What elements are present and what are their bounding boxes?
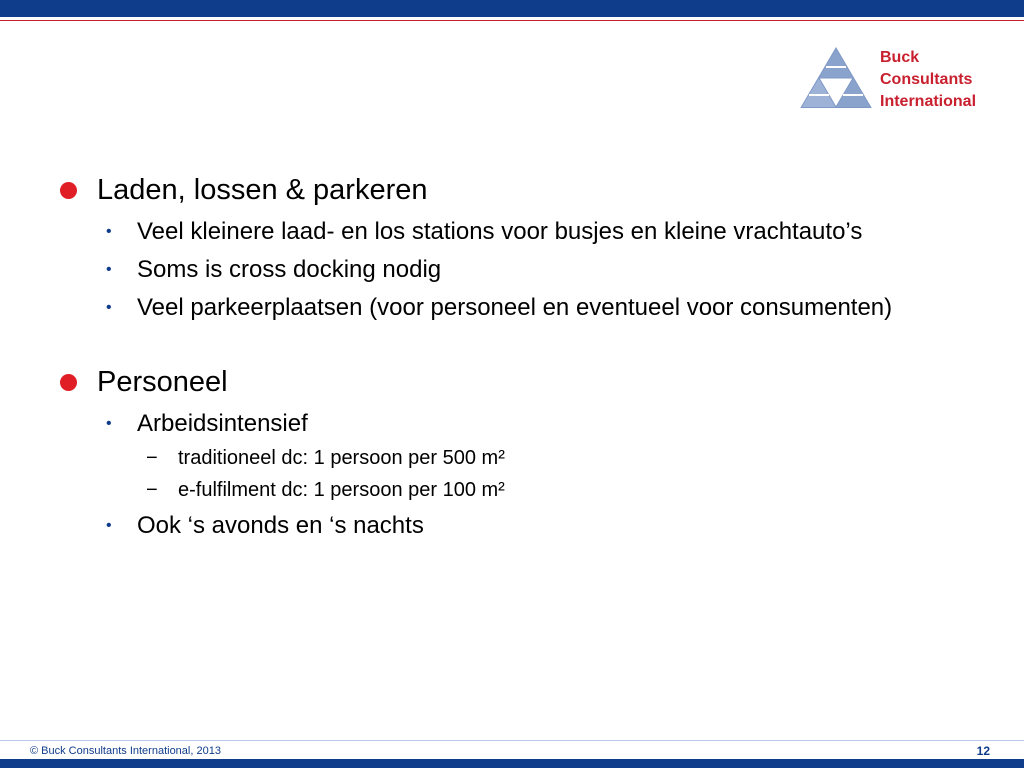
bullet-dot-icon: •	[106, 517, 112, 534]
section-heading-staff: Personeel	[60, 362, 960, 402]
logo-line-1: Buck	[880, 49, 920, 66]
bullet-dot-icon: •	[106, 261, 112, 278]
logo-line-3: International	[880, 93, 977, 110]
red-bullet-icon	[60, 374, 77, 391]
bullet-dot-icon: •	[106, 223, 112, 240]
list-item: • Veel parkeerplaatsen (voor personeel en eventueel voor consumenten)	[60, 292, 960, 324]
sub-list-item: − e-fulfilment dc: 1 persoon per 100 m²	[60, 476, 960, 504]
slide-body	[60, 170, 960, 542]
page-number: 12	[976, 744, 990, 758]
bottom-footer-bar	[0, 759, 1024, 768]
bullet-dot-icon: •	[106, 415, 112, 432]
list-item: • Ook ‘s avonds en ‘s nachts	[60, 510, 960, 542]
list-item: • Veel kleinere laad- en los stations voor busjes en kleine vrachtauto’s	[60, 216, 960, 248]
logo-line-2: Consultants	[880, 71, 973, 88]
sub-list-item: − traditioneel dc: 1 persoon per 500 m²	[60, 444, 960, 472]
list-item: • Soms is cross docking nodig	[60, 254, 960, 286]
list-item: • Arbeidsintensief	[60, 408, 960, 440]
copyright-notice: © Buck Consultants International, 2013	[30, 745, 221, 757]
red-bullet-icon	[60, 182, 77, 199]
logo-wordmark	[880, 47, 976, 113]
dash-bullet-icon: −	[146, 447, 158, 469]
dash-bullet-icon: −	[146, 479, 158, 501]
footer-rule	[0, 740, 1024, 741]
top-header-bar	[0, 0, 1024, 17]
section-heading-loading: Laden, lossen & parkeren	[60, 170, 960, 210]
top-red-rule	[0, 20, 1024, 21]
buck-triangle-logo-icon	[800, 47, 872, 113]
company-logo	[800, 47, 1000, 117]
bullet-dot-icon: •	[106, 299, 112, 316]
